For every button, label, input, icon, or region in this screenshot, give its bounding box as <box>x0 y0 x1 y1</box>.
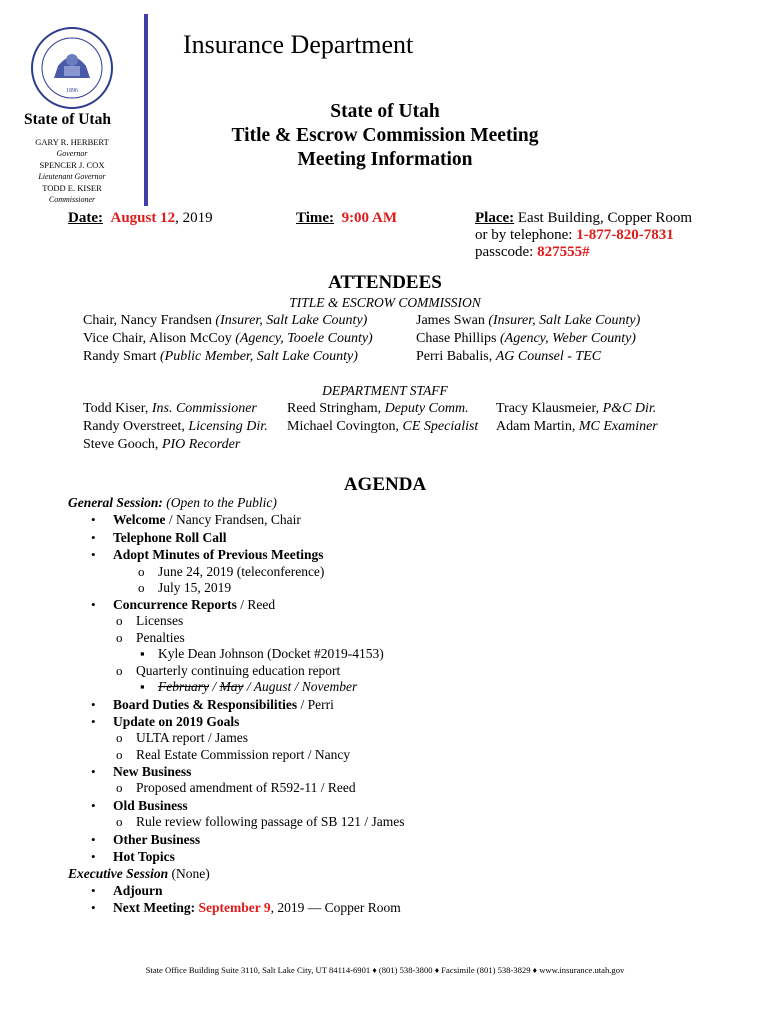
heading-line: Title & Escrow Commission Meeting <box>231 125 539 146</box>
agenda-item-minutes: Adopt Minutes of Previous Meetings <box>113 547 324 562</box>
place-value: East Building, Copper Room <box>517 210 693 226</box>
agenda-title: AGENDA <box>343 474 427 495</box>
bullet: • <box>91 547 96 562</box>
bullet: • <box>91 883 96 898</box>
time-value: 9:00 AM <box>341 210 397 226</box>
sub-bullet: o <box>116 663 123 678</box>
sub-bullet: o <box>138 564 145 579</box>
department-title: Insurance Department <box>183 30 414 59</box>
bullet: • <box>91 849 96 864</box>
agenda-subitem: Quarterly continuing education report <box>136 663 341 678</box>
commission-member: James Swan (Insurer, Salt Lake County) <box>416 313 641 328</box>
bullet: • <box>91 512 96 527</box>
agenda-item-other-business: Other Business <box>113 832 201 847</box>
time-label: Time: <box>296 210 335 226</box>
official-name: TODD E. KISER <box>42 183 102 193</box>
bullet: • <box>91 714 96 729</box>
official-role: Lieutenant Governor <box>38 172 106 181</box>
bullet: • <box>91 597 96 612</box>
date-label: Date: <box>68 210 103 226</box>
staff-member: Michael Covington, CE Specialist <box>287 419 479 434</box>
square-bullet: ▪ <box>140 679 145 694</box>
sub-bullet: o <box>116 730 123 745</box>
square-bullet: ▪ <box>140 646 145 661</box>
agenda-item-hot-topics: Hot Topics <box>113 849 175 864</box>
commission-member: Vice Chair, Alison McCoy (Agency, Tooele County) <box>83 331 373 346</box>
commission-member: Chair, Nancy Frandsen (Insurer, Salt Lake County) <box>83 313 368 328</box>
meeting-place <box>475 210 692 261</box>
commission-member: Randy Smart (Public Member, Salt Lake County) <box>83 349 358 364</box>
bullet: • <box>91 764 96 779</box>
executive-session: Executive Session (None) <box>68 866 210 881</box>
bullet: • <box>91 530 96 545</box>
commission-member: Chase Phillips (Agency, Weber County) <box>416 331 636 346</box>
agenda-item-goals: Update on 2019 Goals <box>113 714 240 729</box>
heading-line: State of Utah <box>330 101 440 122</box>
official-name: SPENCER J. COX <box>39 160 105 170</box>
agenda-subitem: Proposed amendment of R592-11 / Reed <box>136 780 356 795</box>
meeting-date <box>68 210 213 227</box>
agenda-item-board-duties: Board Duties & Responsibilities / Perri <box>113 697 334 712</box>
general-session: General Session: (Open to the Public) <box>68 495 277 510</box>
meeting-time <box>296 210 397 227</box>
commission-member: Perri Babalis, AG Counsel - TEC <box>416 349 602 364</box>
attendees-title: ATTENDEES <box>328 272 442 293</box>
agenda-item-welcome: Welcome / Nancy Frandsen, Chair <box>113 512 301 527</box>
bullet: • <box>91 697 96 712</box>
phone-number: 1-877-820-7831 <box>576 227 674 243</box>
agenda-item-old-business: Old Business <box>113 798 188 813</box>
bullet: • <box>91 832 96 847</box>
agenda-item-roll-call: Telephone Roll Call <box>113 530 227 545</box>
meeting-heading <box>190 100 580 172</box>
bullet: • <box>91 900 96 915</box>
staff-member: Todd Kiser, Ins. Commissioner <box>83 401 257 416</box>
sub-bullet: o <box>138 580 145 595</box>
phone-prefix: or by telephone: <box>475 227 577 243</box>
agenda-item-next-meeting: Next Meeting: September 9, 2019 — Copper Room <box>113 900 401 915</box>
staff-title: DEPARTMENT STAFF <box>322 383 448 398</box>
letterhead-divider <box>144 14 148 206</box>
agenda-subitem: Rule review following passage of SB 121 / James <box>136 814 405 829</box>
officials-list <box>24 137 120 206</box>
sub-bullet: o <box>116 630 123 645</box>
sub-bullet: o <box>116 747 123 762</box>
commission-title: TITLE & ESCROW COMMISSION <box>289 295 481 310</box>
sub-bullet: o <box>116 780 123 795</box>
utah-state-seal <box>30 26 114 110</box>
staff-member: Adam Martin, MC Examiner <box>496 419 658 434</box>
agenda-subitem: ULTA report / James <box>136 730 249 745</box>
place-label: Place: <box>475 210 515 226</box>
official-name: GARY R. HERBERT <box>35 137 109 147</box>
agenda-item-new-business: New Business <box>113 764 192 779</box>
sub-bullet: o <box>116 613 123 628</box>
passcode-value: 827555# <box>537 244 590 260</box>
sub-bullet: o <box>116 814 123 829</box>
agenda-subitem: Penalties <box>136 630 185 645</box>
passcode-label: passcode: <box>475 244 538 260</box>
official-role: Commissioner <box>48 195 96 204</box>
heading-line: Meeting Information <box>297 149 473 170</box>
staff-member: Tracy Klausmeier, P&C Dir. <box>496 401 657 416</box>
seal-year: 1896 <box>66 88 78 94</box>
footer-contact: State Office Building Suite 3110, Salt Lake City, UT 84114-6901 ♦ (801) 538-3800 ♦ Facsimile (801) 538-3829 ♦ www.insurance.utah.gov <box>145 965 625 975</box>
agenda-subitem: Real Estate Commission report / Nancy <box>136 747 351 762</box>
agenda-subsubitem: February / May / August / November <box>158 679 358 694</box>
agenda-subitem: Licenses <box>136 613 184 628</box>
staff-member: Randy Overstreet, Licensing Dir. <box>83 419 268 434</box>
agenda-item-concurrence: Concurrence Reports / Reed <box>113 597 276 612</box>
agenda-subitem: June 24, 2019 (teleconference) <box>158 564 325 579</box>
staff-member: Steve Gooch, PIO Recorder <box>83 437 241 452</box>
agenda-subsubitem: Kyle Dean Johnson (Docket #2019-4153) <box>158 646 384 661</box>
agenda-subitem: July 15, 2019 <box>158 580 232 595</box>
official-role: Governor <box>56 149 88 158</box>
agenda-item-adjourn: Adjourn <box>113 883 163 898</box>
date-month: August 12 <box>110 210 176 226</box>
letterhead-state: State of Utah <box>24 111 111 128</box>
staff-member: Reed Stringham, Deputy Comm. <box>287 401 469 416</box>
date-year: , 2019 <box>175 210 213 226</box>
bullet: • <box>91 798 96 813</box>
